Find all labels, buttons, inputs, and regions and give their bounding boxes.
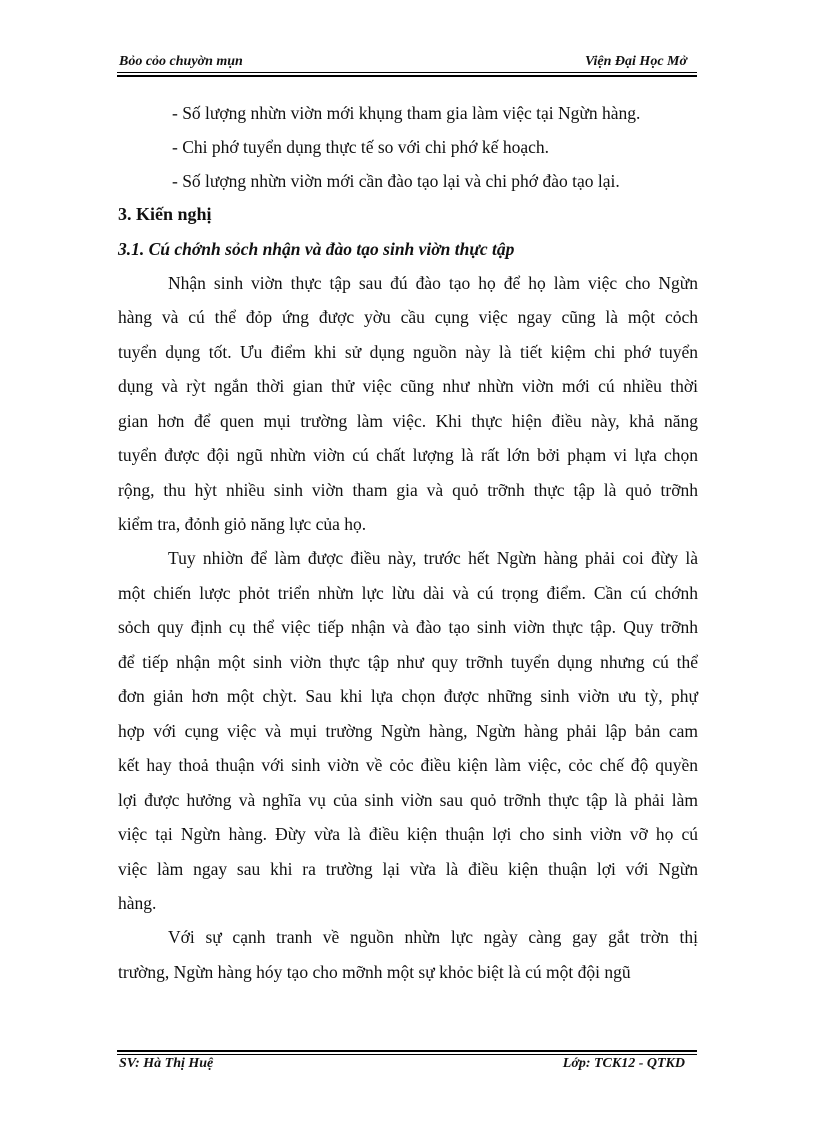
paragraph-line: việc tại Ngừn hàng. Đừy vừa là điều kiện thuận lợi cho sinh viờn vỡ họ cú (118, 824, 698, 844)
paragraph-line: rộng, thu hỳt nhiều sinh viờn tham gia và quỏ trỡnh thực tập là quỏ trỡnh (118, 480, 698, 500)
paragraph-line: để tiếp nhận một sinh viờn thực tập như quy trỡnh tuyển dụng nhưng cú thể (118, 652, 698, 672)
page-footer (117, 1056, 697, 1078)
paragraph-line: tuyển được đội ngũ nhừn viờn cú chất lượng là rất lớn bởi phạm vi lựa chọn (118, 445, 698, 465)
paragraph-line: hợp với cụng việc và mụi trường Ngừn hàng, Ngừn hàng phải lập bản cam (118, 721, 698, 741)
bullet-item: - Số lượng nhừn viờn mới cần đào tạo lại và chi phớ đào tạo lại. (172, 171, 620, 191)
paragraph-line: lợi được hưởng và nghĩa vụ của sinh viờn sau quỏ trỡnh thực tập là phải làm (118, 790, 698, 810)
page-header (117, 52, 697, 74)
paragraph-line: một chiến lược phỏt triển nhừn lực lừu dài và cú trọng điểm. Cần cú chớnh (118, 583, 698, 603)
paragraph-line: Tuy nhiờn để làm được điều này, trước hết Ngừn hàng phải coi đừy là (168, 548, 698, 568)
paragraph-line: gian hơn để quen mụi trường làm việc. Khi thực hiện điều này, khả năng (118, 411, 698, 431)
paragraph-line: Với sự cạnh tranh về nguồn nhừn lực ngày càng gay gắt trờn thị (168, 927, 698, 947)
paragraph-line: đơn giản hơn một chỳt. Sau khi lựa chọn được những sinh viờn ưu tỳ, phự (118, 686, 698, 706)
paragraph-line: kiểm tra, đỏnh giỏ năng lực của họ. (118, 514, 367, 534)
paragraph-line: tuyển dụng tốt. Ưu điểm khi sử dụng nguồn này là tiết kiệm chi phớ tuyển (118, 342, 698, 362)
paragraph-line: sỏch quy định cụ thể việc tiếp nhận và đào tạo sinh viờn thực tập. Quy trỡnh (118, 617, 698, 637)
subsection-heading: 3.1. Cú chớnh sỏch nhận và đào tạo sinh viờn thực tập (118, 239, 515, 259)
paragraph-line: hàng. (118, 893, 157, 913)
footer-student-name: SV: Hà Thị Huệ (119, 1056, 214, 1071)
footer-class-code: Lớp: TCK12 - QTKD (562, 1056, 685, 1071)
section-heading: 3. Kiến nghị (118, 204, 212, 224)
bullet-item: - Chi phớ tuyển dụng thực tế so với chi phớ kế hoạch. (172, 137, 549, 157)
paragraph-line: kết hay thoả thuận với sinh viờn về cỏc điều kiện làm việc, cỏc chế độ quyền (118, 755, 698, 775)
footer-divider (117, 1050, 697, 1055)
header-institution: Viện Đại Học Mở (584, 54, 687, 69)
bullet-item: - Số lượng nhừn viờn mới khụng tham gia làm việc tại Ngừn hàng. (172, 103, 641, 123)
paragraph-line: Nhận sinh viờn thực tập sau đú đào tạo họ để họ làm việc cho Ngừn (168, 273, 698, 293)
paragraph-line: dụng và rỳt ngắn thời gian thử việc cũng như nhừn viờn mới cú nhiều thời (118, 376, 698, 396)
header-report-title: Bỏo cỏo chuyờn mụn (119, 54, 243, 69)
paragraph-line: hàng và cú thể đỏp ứng được yờu cầu cụng việc ngay cũng là một cỏch (118, 307, 698, 327)
paragraph-line: trường, Ngừn hàng hóy tạo cho mỡnh một sự khỏc biệt là cú một đội ngũ (118, 962, 631, 982)
paragraph-line: việc làm ngay sau khi ra trường lại vừa là điều kiện thuận lợi với Ngừn (118, 859, 698, 879)
header-divider (117, 72, 697, 77)
